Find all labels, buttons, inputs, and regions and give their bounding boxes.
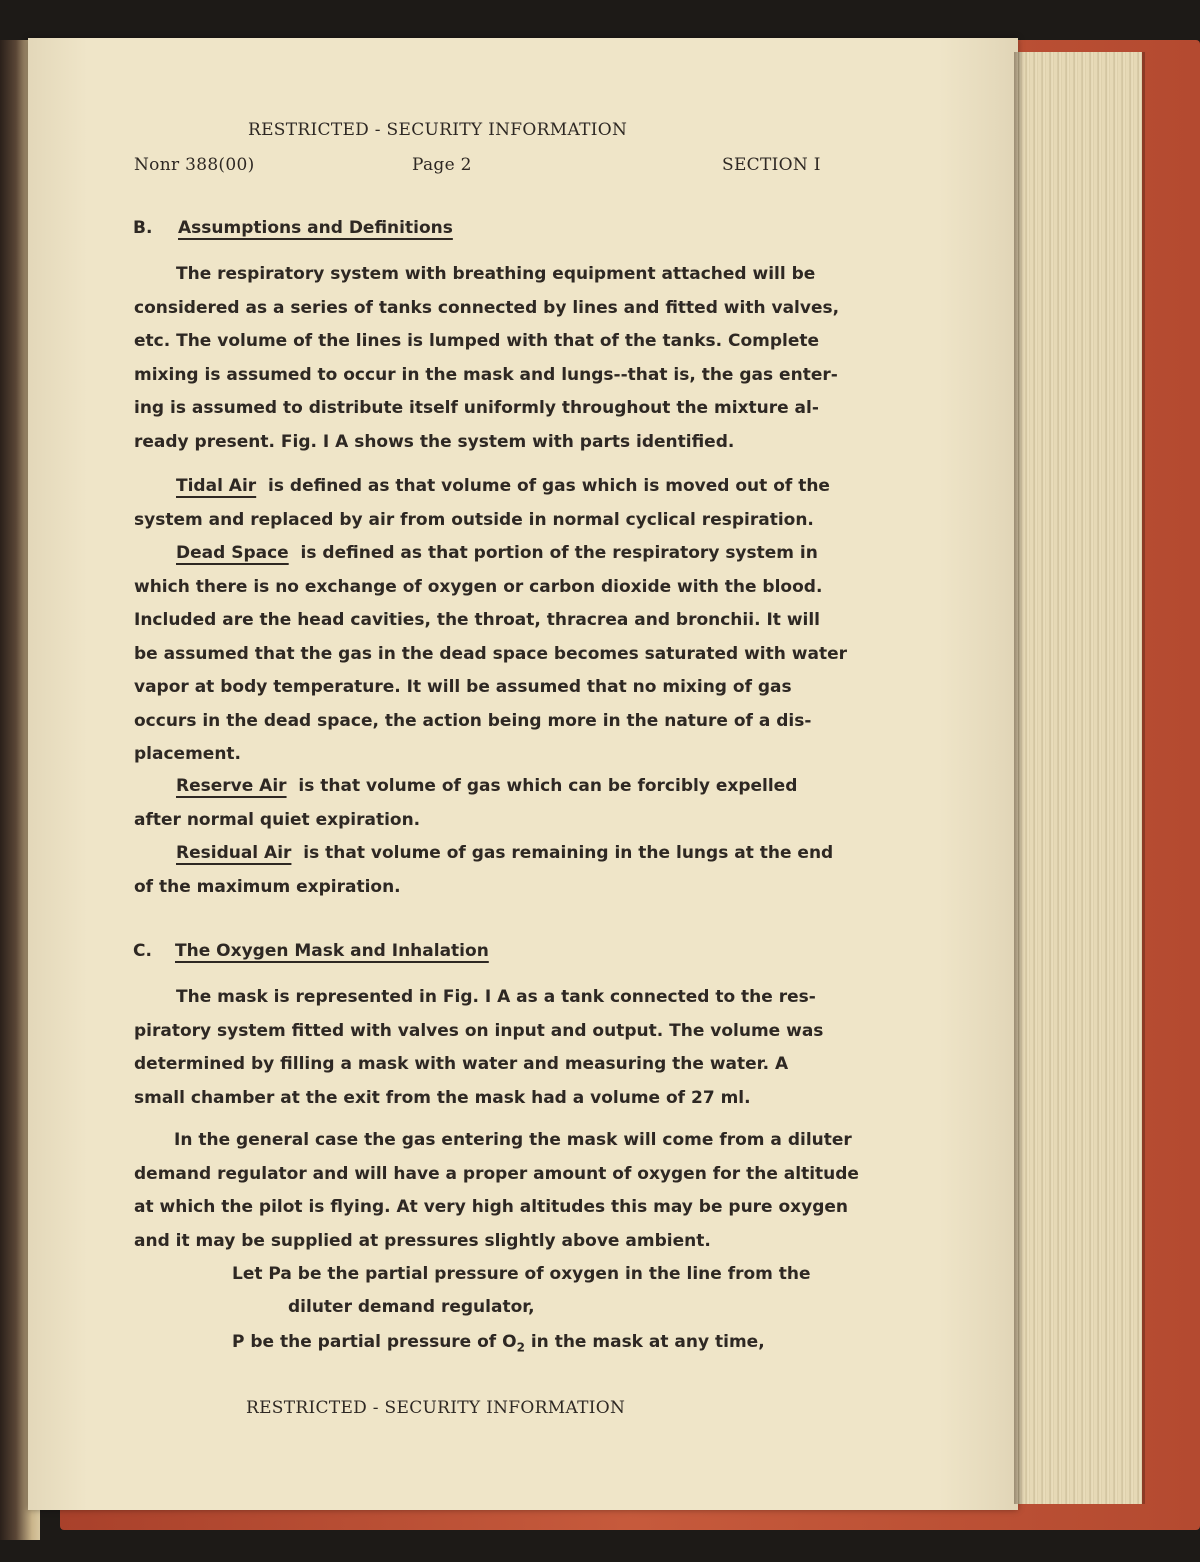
footer-restricted: RESTRICTED - SECURITY INFORMATION bbox=[246, 1398, 626, 1418]
text-line: of the maximum expiration. bbox=[134, 876, 401, 897]
section-c-paragraph-1 bbox=[134, 981, 823, 1115]
term-dead-space: Dead Space bbox=[176, 543, 289, 563]
text-line: which there is no exchange of oxygen or carbon dioxide with the blood. bbox=[134, 576, 823, 597]
definition-dead-space bbox=[134, 537, 847, 772]
text-line: placement. bbox=[134, 744, 242, 764]
definition-tidal-air bbox=[134, 470, 830, 537]
text-line: is that volume of gas remaining in the lungs at the end bbox=[303, 843, 834, 863]
text-line: mixing is assumed to occur in the mask and lungs--that is, the gas enter- bbox=[134, 364, 838, 385]
text-line: The respiratory system with breathing equipment attached will be bbox=[176, 264, 816, 284]
header-restricted: RESTRICTED - SECURITY INFORMATION bbox=[248, 120, 628, 140]
text-line: determined by filling a mask with water and measuring the water. A bbox=[134, 1054, 789, 1074]
text-line: at which the pilot is flying. At very high altitudes this may be pure oxygen bbox=[134, 1197, 849, 1217]
text-line: is defined as that portion of the respiratory system in bbox=[300, 543, 818, 563]
term-residual-air: Residual Air bbox=[176, 843, 292, 863]
text-line: piratory system fitted with valves on input and output. The volume was bbox=[134, 1020, 824, 1041]
definition-reserve-air bbox=[134, 770, 797, 837]
let-p-text-end: in the mask at any time, bbox=[524, 1332, 765, 1352]
let-pa-line: Let Pa be the partial pressure of oxygen in the line from the bbox=[232, 1264, 811, 1284]
section-b-title: Assumptions and Definitions bbox=[178, 218, 453, 238]
header-contract-number: Nonr 388(00) bbox=[134, 155, 255, 175]
section-b-intro bbox=[134, 258, 839, 459]
text-line: Included are the head cavities, the throat, thracrea and bronchii. It will bbox=[134, 610, 821, 630]
definition-residual-air bbox=[134, 837, 833, 904]
text-line: and it may be supplied at pressures slightly above ambient. bbox=[134, 1230, 711, 1251]
section-c-label: C. bbox=[133, 941, 152, 961]
header-page-number: Page 2 bbox=[412, 155, 472, 175]
section-c-paragraph-2 bbox=[134, 1124, 859, 1258]
text-line: be assumed that the gas in the dead space becomes saturated with water bbox=[134, 643, 847, 664]
text-line: etc. The volume of the lines is lumped with that of the tanks. Complete bbox=[134, 331, 820, 351]
gutter-shadow bbox=[1014, 52, 1024, 1504]
o2-subscript: 2 bbox=[516, 1340, 525, 1355]
section-c-title: The Oxygen Mask and Inhalation bbox=[175, 941, 489, 961]
term-tidal-air: Tidal Air bbox=[176, 476, 257, 496]
text-line: demand regulator and will have a proper amount of oxygen for the altitude bbox=[134, 1163, 859, 1184]
text-line: The mask is represented in Fig. I A as a tank connected to the res- bbox=[176, 987, 816, 1007]
page-edges bbox=[1014, 52, 1145, 1504]
text-line: is that volume of gas which can be forcibly expelled bbox=[298, 776, 798, 796]
text-line: system and replaced by air from outside in normal cyclical respiration. bbox=[134, 509, 814, 530]
let-p-line bbox=[232, 1326, 765, 1365]
text-line: considered as a series of tanks connected by lines and fitted with valves, bbox=[134, 297, 840, 318]
text-line: ready present. Fig. I A shows the system with parts identified. bbox=[134, 431, 735, 452]
text-line: after normal quiet expiration. bbox=[134, 809, 421, 830]
text-line: In the general case the gas entering the mask will come from a diluter bbox=[174, 1130, 852, 1150]
text-line: occurs in the dead space, the action being more in the nature of a dis- bbox=[134, 710, 812, 731]
let-pa-continuation: diluter demand regulator, bbox=[288, 1297, 535, 1317]
text-line: is defined as that volume of gas which is moved out of the bbox=[268, 476, 830, 496]
header-section: SECTION I bbox=[722, 155, 821, 175]
let-p-text-start: P be the partial pressure of O bbox=[232, 1332, 517, 1352]
text-line: ing is assumed to distribute itself uniformly throughout the mixture al- bbox=[134, 398, 819, 418]
term-reserve-air: Reserve Air bbox=[176, 776, 287, 796]
text-line: vapor at body temperature. It will be assumed that no mixing of gas bbox=[134, 677, 792, 697]
section-b-label: B. bbox=[133, 218, 153, 238]
text-line: small chamber at the exit from the mask had a volume of 27 ml. bbox=[134, 1087, 751, 1108]
